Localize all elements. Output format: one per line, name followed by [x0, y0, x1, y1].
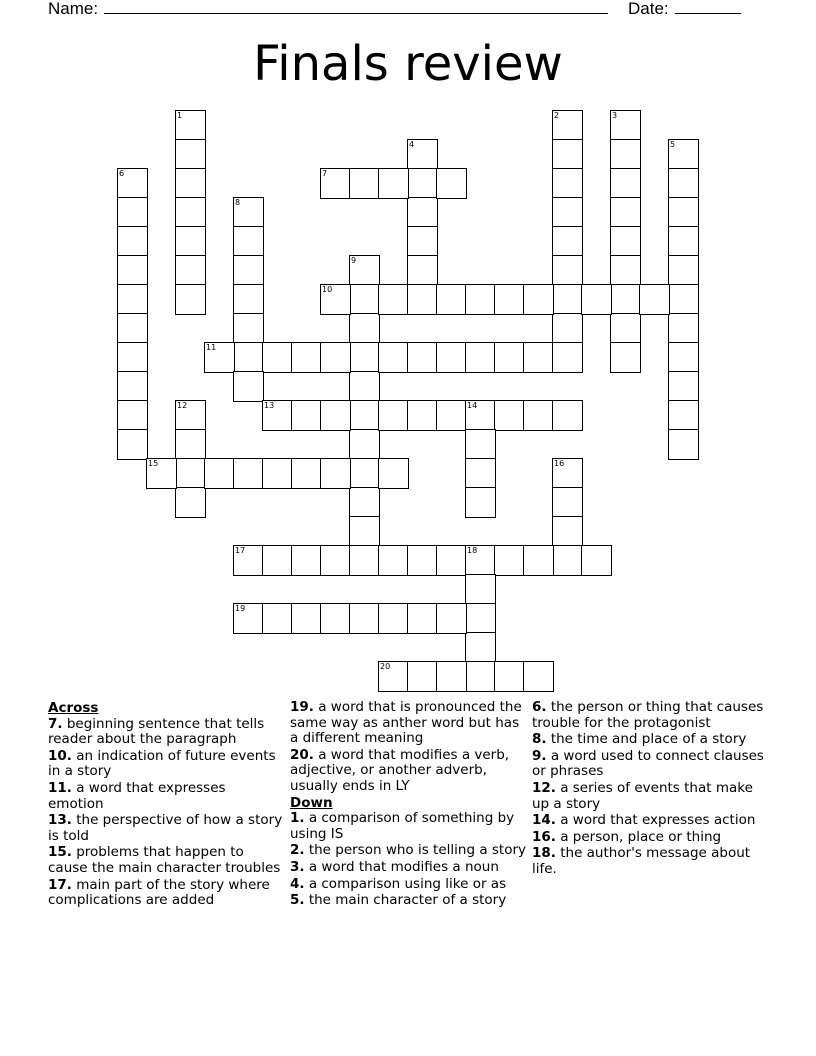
crossword-cell[interactable] [494, 661, 525, 692]
crossword-cell[interactable] [610, 110, 641, 141]
crossword-cell[interactable] [552, 516, 583, 547]
crossword-cell[interactable] [465, 400, 496, 431]
clue-item [290, 877, 526, 893]
crossword-cell[interactable] [349, 545, 380, 576]
clue-number: 15. [48, 844, 72, 861]
clue-number: 20 [380, 662, 391, 671]
clue-number: 18 [467, 546, 478, 555]
crossword-cell[interactable] [175, 168, 206, 199]
crossword-cell[interactable] [407, 284, 438, 315]
clue-number: 13 [264, 401, 275, 410]
crossword-cell[interactable] [465, 574, 496, 605]
crossword-cell[interactable] [262, 342, 293, 373]
crossword-cell[interactable] [465, 342, 496, 373]
crossword-cell[interactable] [175, 429, 206, 460]
crossword-cell[interactable] [407, 661, 438, 692]
clue-number: 7. [48, 715, 63, 732]
crossword-cell[interactable] [407, 400, 438, 431]
crossword-cell[interactable] [117, 342, 148, 373]
crossword-cell[interactable] [233, 197, 264, 228]
crossword-cell[interactable] [668, 139, 699, 170]
crossword-cell[interactable] [552, 545, 583, 576]
crossword-cell[interactable] [320, 342, 351, 373]
crossword-cell[interactable] [581, 284, 612, 315]
clue-number: 1. [290, 810, 305, 827]
crossword-cell[interactable] [378, 661, 409, 692]
clue-text: the perspective of how a story is told [48, 812, 283, 844]
crossword-cell[interactable] [552, 458, 583, 489]
crossword-cell[interactable] [378, 603, 409, 634]
page-title: Finals review [253, 36, 563, 92]
crossword-cell[interactable] [378, 545, 409, 576]
crossword-cell[interactable] [523, 545, 554, 576]
clue-number: 4 [409, 140, 415, 149]
clue-number: 7 [322, 169, 328, 178]
crossword-cell[interactable] [552, 110, 583, 141]
crossword-cell[interactable] [465, 632, 496, 663]
crossword-cell[interactable] [552, 284, 583, 315]
crossword-cell[interactable] [117, 400, 148, 431]
date-label: Date: [628, 0, 669, 18]
clue-number: 11 [206, 343, 217, 352]
crossword-cell[interactable] [668, 226, 699, 257]
crossword-cell[interactable] [378, 342, 409, 373]
crossword-cell[interactable] [378, 458, 409, 489]
crossword-cell[interactable] [494, 284, 525, 315]
crossword-cell[interactable] [639, 284, 670, 315]
crossword-cell[interactable] [175, 284, 206, 315]
clue-number: 13. [48, 812, 72, 829]
clue-item [290, 700, 526, 747]
crossword-cell[interactable] [436, 545, 467, 576]
clue-number: 18. [532, 845, 556, 862]
crossword-cell[interactable] [262, 400, 293, 431]
crossword-cell[interactable] [233, 313, 264, 344]
crossword-cell[interactable] [610, 313, 641, 344]
crossword-cell[interactable] [175, 226, 206, 257]
clue-number: 9 [351, 256, 357, 265]
crossword-cell[interactable] [233, 545, 264, 576]
clue-number: 16. [532, 828, 556, 845]
clue-number: 14 [467, 401, 478, 410]
crossword-cell[interactable] [349, 284, 380, 315]
crossword-cell[interactable] [233, 342, 264, 373]
clue-item [290, 893, 526, 909]
crossword-cell[interactable] [349, 342, 380, 373]
crossword-cell[interactable] [610, 197, 641, 228]
clue-text: problems that happen to cause the main character troubles [48, 844, 281, 876]
crossword-cell[interactable] [117, 226, 148, 257]
crossword-cell[interactable] [668, 400, 699, 431]
crossword-cell[interactable] [291, 400, 322, 431]
crossword-cell[interactable] [175, 255, 206, 286]
crossword-cell[interactable] [233, 371, 264, 402]
crossword-cell[interactable] [320, 400, 351, 431]
clues-column-2 [290, 700, 526, 910]
crossword-cell[interactable] [320, 603, 351, 634]
crossword-cell[interactable] [262, 545, 293, 576]
crossword-cell[interactable] [117, 371, 148, 402]
crossword-cell[interactable] [436, 168, 467, 199]
crossword-cell[interactable] [668, 255, 699, 286]
crossword-cell[interactable] [175, 487, 206, 518]
crossword-cell[interactable] [407, 197, 438, 228]
crossword-cell[interactable] [465, 458, 496, 489]
clue-item [532, 813, 768, 829]
crossword-cell[interactable] [465, 545, 496, 576]
crossword-cell[interactable] [552, 487, 583, 518]
crossword-cell[interactable] [233, 458, 264, 489]
crossword-cell[interactable] [610, 168, 641, 199]
clue-number: 6. [532, 699, 547, 715]
clue-text: a word that expresses action [555, 812, 756, 829]
clue-text: a comparison of something by using IS [290, 810, 515, 842]
clue-number: 4. [290, 875, 305, 892]
across-clue-list-continued [290, 700, 526, 795]
clue-number: 10. [48, 747, 72, 764]
crossword-cell[interactable] [262, 603, 293, 634]
clue-item [532, 749, 768, 780]
clue-text: a word that is pronounced the same way as anther word but has a different meaning [290, 699, 522, 747]
clue-number: 8. [532, 731, 547, 748]
crossword-cell[interactable] [494, 342, 525, 373]
clue-number: 6 [119, 169, 125, 178]
clue-number: 5 [670, 140, 676, 149]
clue-text: the author's message about life. [532, 845, 751, 877]
crossword-cell[interactable] [320, 458, 351, 489]
clue-number: 17. [48, 876, 72, 893]
crossword-cell[interactable] [175, 110, 206, 141]
clue-item [532, 846, 768, 877]
crossword-cell[interactable] [291, 545, 322, 576]
crossword-cell[interactable] [407, 168, 438, 199]
clue-item [290, 860, 526, 876]
crossword-cell[interactable] [465, 661, 496, 692]
crossword-cell[interactable] [407, 226, 438, 257]
crossword-cell[interactable] [407, 255, 438, 286]
crossword-cell[interactable] [175, 197, 206, 228]
crossword-cell[interactable] [436, 661, 467, 692]
crossword-cell[interactable] [349, 371, 380, 402]
crossword-cell[interactable] [465, 429, 496, 460]
crossword-cell[interactable] [117, 284, 148, 315]
clue-item [48, 749, 284, 780]
crossword-cell[interactable] [175, 400, 206, 431]
crossword-cell[interactable] [233, 226, 264, 257]
crossword-cell[interactable] [494, 400, 525, 431]
clue-item [48, 845, 284, 876]
clue-item [532, 700, 768, 731]
clue-text: a word that modifies a verb, adjective, or another adverb, usually ends in LY [290, 746, 510, 794]
crossword-cell[interactable] [436, 342, 467, 373]
crossword-cell[interactable] [320, 284, 351, 315]
down-heading: Down [290, 794, 333, 811]
clue-item [48, 781, 284, 812]
crossword-cell[interactable] [494, 545, 525, 576]
crossword-cell[interactable] [146, 458, 177, 489]
name-label: Name: [48, 0, 99, 18]
crossword-cell[interactable] [436, 284, 467, 315]
crossword-cell[interactable] [552, 255, 583, 286]
clue-item [532, 830, 768, 846]
crossword-cell[interactable] [233, 284, 264, 315]
clues-column-1 [48, 700, 284, 910]
crossword-cell[interactable] [465, 284, 496, 315]
crossword-cell[interactable] [523, 400, 554, 431]
crossword-cell[interactable] [465, 487, 496, 518]
clue-number: 3. [290, 858, 305, 875]
across-clue-list [48, 717, 284, 909]
crossword-cell[interactable] [349, 516, 380, 547]
clue-number: 5. [290, 892, 305, 909]
crossword-cell[interactable] [581, 545, 612, 576]
crossword-cell[interactable] [668, 197, 699, 228]
clue-item [48, 878, 284, 909]
crossword-cell[interactable] [117, 313, 148, 344]
crossword-cell[interactable] [552, 226, 583, 257]
crossword-cell[interactable] [233, 255, 264, 286]
crossword-cell[interactable] [117, 168, 148, 199]
crossword-cell[interactable] [262, 458, 293, 489]
down-clue-list-continued [532, 700, 768, 878]
crossword-cell[interactable] [523, 284, 554, 315]
crossword-cell[interactable] [552, 313, 583, 344]
crossword-cell[interactable] [175, 139, 206, 170]
clue-number: 11. [48, 779, 72, 796]
clue-text: the person or thing that causes trouble for the protagonist [532, 699, 764, 731]
clue-item [290, 811, 526, 842]
clue-item [532, 781, 768, 812]
clue-text: a series of events that make up a story [532, 779, 753, 812]
clue-text: main part of the story where complications are added [48, 876, 270, 909]
crossword-cell[interactable] [407, 603, 438, 634]
crossword-cell[interactable] [175, 458, 206, 489]
crossword-cell[interactable] [407, 139, 438, 170]
clue-number: 8 [235, 198, 241, 207]
clue-number: 12. [532, 779, 556, 796]
crossword-cell[interactable] [436, 603, 467, 634]
clue-item [48, 813, 284, 844]
crossword-cell[interactable] [233, 603, 264, 634]
crossword-cell[interactable] [610, 284, 641, 315]
clue-number: 2. [290, 842, 305, 859]
clue-text: the main character of a story [304, 892, 507, 909]
crossword-cell[interactable] [349, 255, 380, 286]
across-heading: Across [48, 700, 99, 716]
clue-number: 1 [177, 111, 183, 120]
crossword-cell[interactable] [552, 400, 583, 431]
crossword-cell[interactable] [378, 284, 409, 315]
crossword-cell[interactable] [668, 342, 699, 373]
clue-number: 15 [148, 459, 159, 468]
clue-text: a person, place or thing [555, 828, 722, 845]
crossword-cell[interactable] [668, 429, 699, 460]
clue-item [290, 843, 526, 859]
crossword-cell[interactable] [552, 197, 583, 228]
crossword-cell[interactable] [552, 168, 583, 199]
crossword-cell[interactable] [407, 545, 438, 576]
clue-number: 2 [554, 111, 560, 120]
clue-number: 19 [235, 604, 246, 613]
crossword-cell[interactable] [204, 342, 235, 373]
clue-number: 14. [532, 812, 556, 829]
clues-column-3 [532, 700, 768, 879]
crossword-cell[interactable] [436, 400, 467, 431]
crossword-cell[interactable] [320, 545, 351, 576]
clue-number: 12 [177, 401, 188, 410]
crossword-cell[interactable] [349, 168, 380, 199]
crossword-cell[interactable] [349, 603, 380, 634]
clue-number: 10 [322, 285, 333, 294]
crossword-cell[interactable] [668, 284, 699, 315]
clue-number: 19. [290, 699, 314, 715]
crossword-cell[interactable] [204, 458, 235, 489]
clue-item [532, 732, 768, 748]
crossword-cell[interactable] [117, 255, 148, 286]
clue-text: a comparison using like or as [304, 875, 507, 892]
clue-text: a word used to connect clauses or phrases [532, 747, 764, 780]
clue-number: 16 [554, 459, 565, 468]
clue-text: an indication of future events in a story [48, 747, 276, 780]
crossword-cell[interactable] [668, 168, 699, 199]
crossword-cell[interactable] [407, 342, 438, 373]
crossword-cell[interactable] [349, 487, 380, 518]
crossword-cell[interactable] [291, 342, 322, 373]
crossword-cell[interactable] [610, 255, 641, 286]
crossword-cell[interactable] [291, 458, 322, 489]
crossword-cell[interactable] [465, 603, 496, 634]
crossword-cell[interactable] [349, 429, 380, 460]
clue-item [290, 748, 526, 795]
clue-number: 17 [235, 546, 246, 555]
clue-number: 9. [532, 747, 547, 764]
crossword-cell[interactable] [523, 342, 554, 373]
crossword-cell[interactable] [349, 313, 380, 344]
crossword-cell[interactable] [117, 429, 148, 460]
clue-text: the person who is telling a story [304, 842, 527, 859]
crossword-cell[interactable] [668, 313, 699, 344]
crossword-cell[interactable] [349, 458, 380, 489]
clue-number: 3 [612, 111, 618, 120]
crossword-cell[interactable] [610, 139, 641, 170]
clue-number: 20. [290, 746, 314, 763]
crossword-cell[interactable] [291, 603, 322, 634]
crossword-cell[interactable] [320, 168, 351, 199]
clue-text: a word that expresses emotion [48, 779, 226, 812]
crossword-cell[interactable] [610, 342, 641, 373]
clue-text: a word that modifies a noun [304, 858, 499, 875]
crossword-cell[interactable] [668, 371, 699, 402]
crossword-cell[interactable] [378, 400, 409, 431]
clue-text: beginning sentence that tells reader about the paragraph [48, 715, 265, 748]
crossword-cell[interactable] [523, 661, 554, 692]
crossword-cell[interactable] [552, 139, 583, 170]
crossword-cell[interactable] [610, 226, 641, 257]
down-clue-list [290, 811, 526, 909]
crossword-cell[interactable] [378, 168, 409, 199]
clue-text: the time and place of a story [546, 731, 747, 748]
clue-item [48, 717, 284, 748]
crossword-cell[interactable] [117, 197, 148, 228]
crossword-cell[interactable] [349, 400, 380, 431]
crossword-cell[interactable] [552, 342, 583, 373]
